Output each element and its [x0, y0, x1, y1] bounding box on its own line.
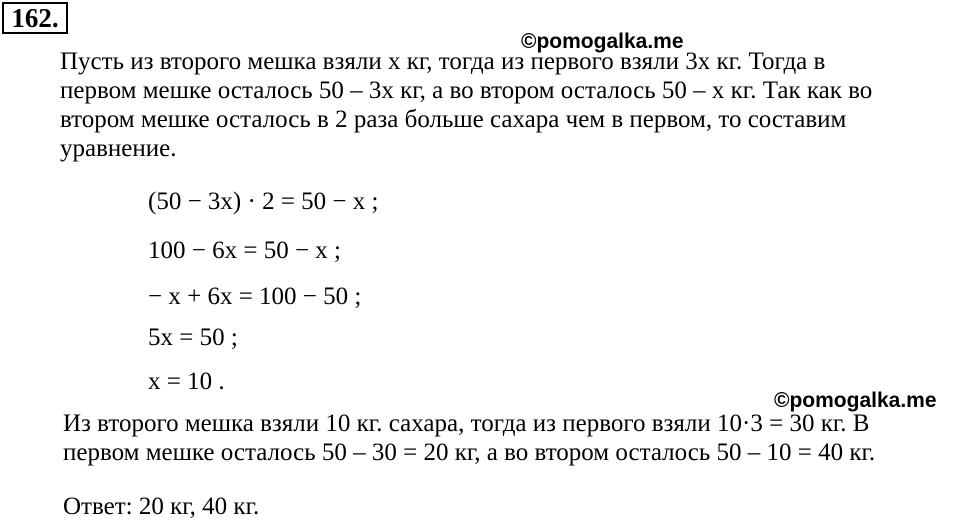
equation-1: (50 − 3x) · 2 = 50 − x ;: [148, 188, 379, 215]
intro-line-2: первом мешке осталось 50 – 3x кг, а во втором осталось 50 – x кг. Так как во: [60, 77, 873, 104]
solution-paragraph-conclusion: [63, 409, 958, 467]
problem-number: 162.: [2, 2, 68, 34]
equation-4: 5x = 50 ;: [148, 324, 238, 351]
equation-3: − x + 6x = 100 − 50 ;: [148, 283, 362, 310]
answer-text: Ответ: 20 кг, 40 кг.: [63, 493, 260, 520]
watermark-middle: ©pomogalka.me: [774, 389, 937, 412]
intro-line-3: втором мешке осталось в 2 раза больше сахара чем в первом, то составим: [60, 106, 847, 133]
conclusion-line-1: Из второго мешка взяли 10 кг. сахара, тогда из первого взяли 10·3 = 30 кг. В: [63, 410, 870, 437]
equation-5: x = 10 .: [148, 368, 225, 395]
answer-line: [63, 492, 958, 521]
intro-line-4: уравнение.: [60, 135, 177, 162]
watermark-top: ©pomogalka.me: [521, 30, 684, 53]
equation-2: 100 − 6x = 50 − x ;: [148, 237, 341, 264]
conclusion-line-2: первом мешке осталось 50 – 30 = 20 кг, а во втором осталось 50 – 10 = 40 кг.: [63, 439, 876, 466]
intro-line-1: Пусть из второго мешка взяли x кг, тогда из первого взяли 3x кг. Тогда в: [60, 48, 826, 75]
solution-paragraph-intro: [60, 47, 955, 163]
